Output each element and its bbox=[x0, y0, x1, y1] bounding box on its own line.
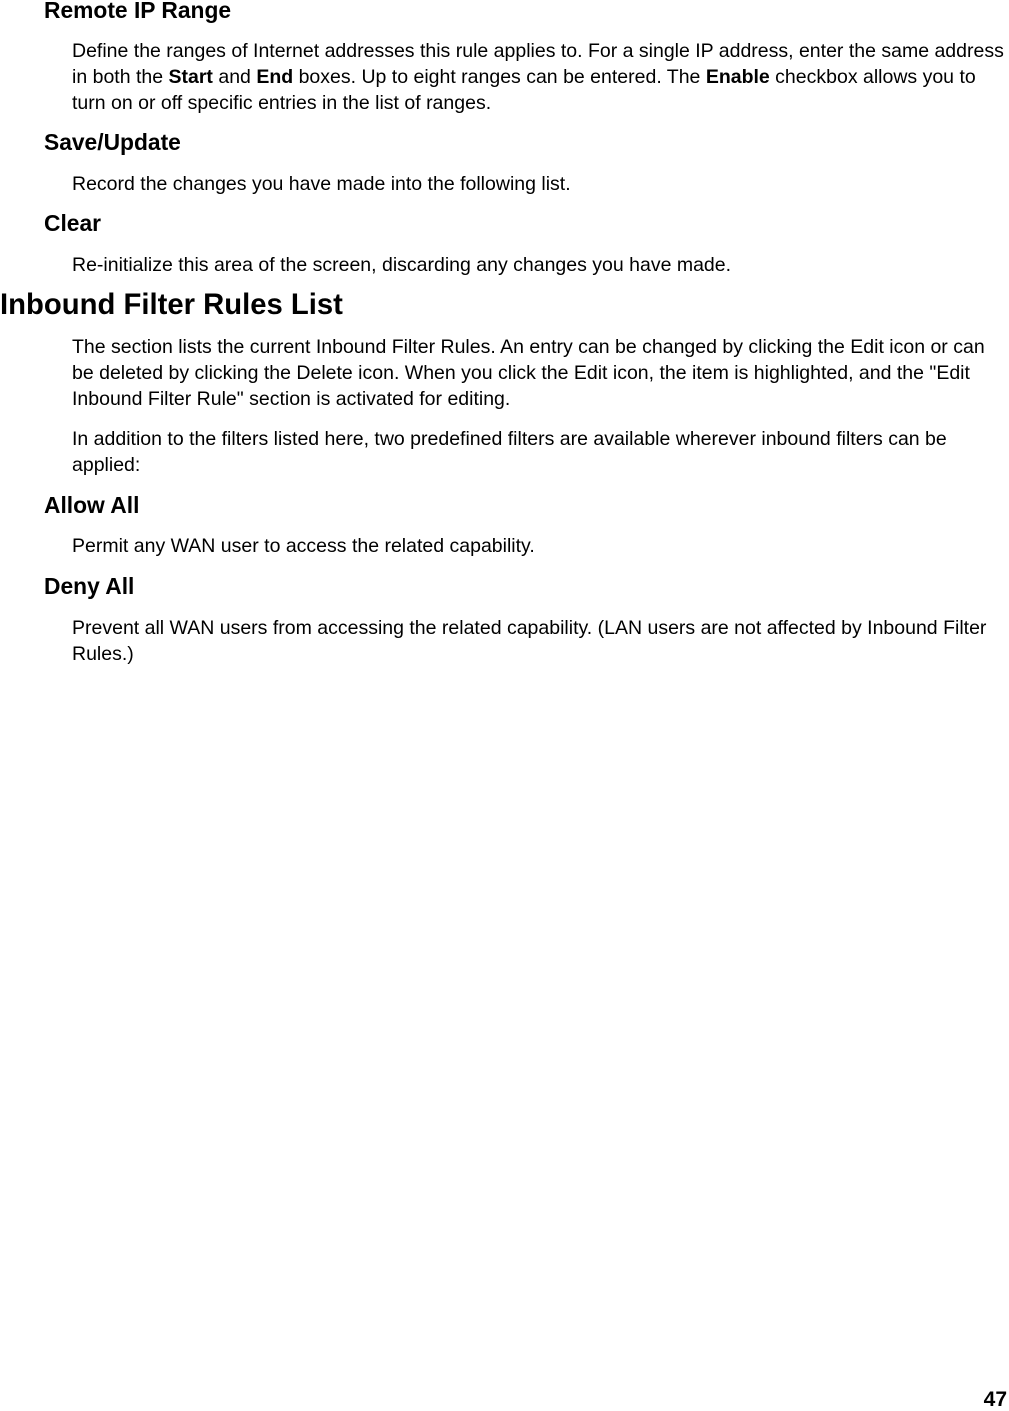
paragraph-remote-ip-range: Define the ranges of Internet addresses this rule applies to. For a single IP address, enter the same address in both the Start and End boxes. Up to eight ranges can be entered. The Enable checkbox allows you to turn on or off specific entries in the list of ranges. bbox=[72, 40, 1004, 114]
heading-remote-ip-range: Remote IP Range bbox=[44, 0, 232, 23]
paragraph-clear: Re-initialize this area of the screen, discarding any changes you have made. bbox=[72, 254, 732, 276]
heading-inbound-filter-rules-list: Inbound Filter Rules List bbox=[0, 289, 343, 321]
heading-allow-all: Allow All bbox=[44, 492, 140, 518]
page-number: 47 bbox=[983, 1388, 1007, 1411]
paragraph-save-update: Record the changes you have made into the following list. bbox=[72, 173, 571, 195]
paragraph-inbound-filter-rules-list-2: In addition to the filters listed here, two predefined filters are available wherever inbound filters can be applied: bbox=[72, 428, 947, 476]
paragraph-deny-all: Prevent all WAN users from accessing the related capability. (LAN users are not affected by Inbound Filter Rules.) bbox=[72, 617, 987, 665]
paragraph-allow-all: Permit any WAN user to access the related capability. bbox=[72, 535, 535, 557]
heading-clear: Clear bbox=[44, 210, 102, 236]
paragraph-inbound-filter-rules-list-1: The section lists the current Inbound Filter Rules. An entry can be changed by clicking the Edit icon or can be deleted by clicking the Delete icon. When you click the Edit icon, the item is highlighted, and the "Edit Inbound Filter Rule" section is activated for editing. bbox=[72, 336, 985, 410]
heading-deny-all: Deny All bbox=[44, 573, 135, 599]
heading-save-update: Save/Update bbox=[44, 129, 181, 155]
